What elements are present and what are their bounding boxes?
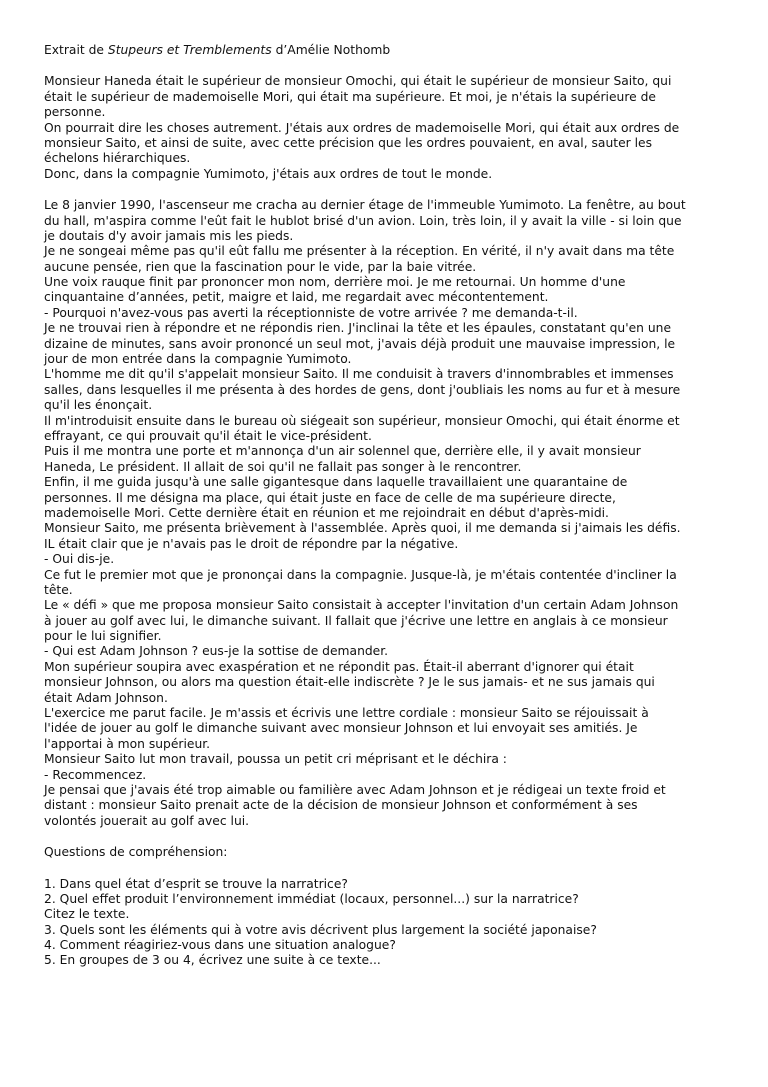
- text-line: L'homme me dit qu'il s'appelait monsieur Saito. Il me conduisit à travers d'innombrables et immenses: [44, 367, 674, 382]
- text-line: je doutais d'y avoir jamais mis les pieds.: [44, 228, 294, 243]
- text-line: Une voix rauque finit par prononcer mon nom, derrière moi. Je me retournai. Un homme d'une: [44, 275, 626, 290]
- document-page: [44, 43, 734, 969]
- body-text: [44, 74, 734, 829]
- text-line: monsieur Saito, et ainsi de suite, avec cette précision que les ordres pouvaient, en aval, sauter les: [44, 135, 652, 150]
- text-line: - Qui est Adam Johnson ? eus-je la sottise de demander.: [44, 644, 389, 659]
- question-item: Citez le texte.: [44, 907, 130, 922]
- text-line: distant : monsieur Saito prenait acte de la décision de monsieur Johnson et conformément à ses: [44, 798, 638, 813]
- text-line: volontés jouerait au golf avec lui.: [44, 813, 250, 828]
- text-line: personnes. Il me désigna ma place, qui était juste en face de celle de ma supérieure directe,: [44, 490, 616, 505]
- text-line: Monsieur Saito lut mon travail, poussa un petit cri méprisant et le déchira :: [44, 752, 507, 767]
- text-line: pour le lui signifier.: [44, 629, 162, 644]
- text-line: Monsieur Haneda était le supérieur de monsieur Omochi, qui était le supérieur de monsieur Saito, qui: [44, 74, 672, 89]
- text-line: du hall, m'aspira comme l'eût fait le hublot brisé d'un avion. Loin, très loin, il y avait la ville - si loin que: [44, 213, 682, 228]
- text-line: personne.: [44, 105, 106, 120]
- text-line: Je ne songeai même pas qu'il eût fallu me présenter à la réception. En vérité, il n'y avait dans ma tête: [44, 244, 675, 259]
- book-title: Stupeurs et Tremblements: [107, 43, 272, 57]
- text-line: Enfin, il me guida jusqu'à une salle gigantesque dans laquelle travaillaient une quarantaine de: [44, 475, 628, 490]
- heading-suffix: d’Amélie Nothomb: [271, 43, 391, 57]
- questions-list: [44, 877, 734, 969]
- paragraph: [44, 74, 734, 182]
- text-line: était le supérieur de mademoiselle Mori, qui était ma supérieure. Et moi, je n'étais la supérieure de: [44, 89, 656, 104]
- text-line: Puis il me montra une porte et m'annonça d'un air solennel que, derrière elle, il y avait monsieur: [44, 444, 641, 459]
- question-item: 2. Quel effet produit l’environnement immédiat (locaux, personnel...) sur la narratrice?: [44, 891, 579, 906]
- heading-prefix: Extrait de: [44, 43, 108, 57]
- question-item: 1. Dans quel état d’esprit se trouve la narratrice?: [44, 876, 348, 891]
- text-line: à jouer au golf avec lui, le dimanche suivant. Il fallait que j'écrive une lettre en anglais à ce monsieur: [44, 613, 668, 628]
- text-line: échelons hiérarchiques.: [44, 151, 191, 166]
- paragraph: [44, 198, 734, 829]
- paragraph-gap: [44, 58, 734, 74]
- text-line: - Recommencez.: [44, 767, 147, 782]
- text-line: - Pourquoi n'avez-vous pas averti la réceptionniste de votre arrivée ? me demanda-t-il.: [44, 305, 578, 320]
- text-line: mademoiselle Mori. Cette dernière était en réunion et me rejoindrait en début d'après-midi.: [44, 505, 609, 520]
- text-line: l'idée de jouer au golf le dimanche suivant avec monsieur Johnson et lui envoyait ses amitiés. Je: [44, 721, 638, 736]
- text-line: Mon supérieur soupira avec exaspération et ne répondit pas. Était-il aberrant d'ignorer qui était: [44, 659, 634, 674]
- text-line: - Oui dis-je.: [44, 552, 115, 567]
- text-line: Haneda, Le président. Il allait de soi qu'il ne fallait pas songer à le rencontrer.: [44, 459, 522, 474]
- text-line: dizaine de minutes, sans avoir prononcé un seul mot, j'avais déjà produit une mauvaise impression, le: [44, 336, 676, 351]
- paragraph-gap: [44, 861, 734, 877]
- text-line: monsieur Johnson, ou alors ma question était-elle indiscrète ? Je le sus jamais- et ne sus jamais qui: [44, 675, 655, 690]
- text-line: Il m'introduisit ensuite dans le bureau où siégeait son supérieur, monsieur Omochi, qui était énorme et: [44, 413, 680, 428]
- document-heading: [44, 43, 734, 58]
- text-line: cinquantaine d’années, petit, maigre et laid, me regardait avec mécontentement.: [44, 290, 549, 305]
- text-line: Monsieur Saito, me présenta brièvement à l'assemblée. Après quoi, il me demanda si j'aimais les défis.: [44, 521, 681, 536]
- text-line: Donc, dans la compagnie Yumimoto, j'étais aux ordres de tout le monde.: [44, 166, 493, 181]
- text-line: Le 8 janvier 1990, l'ascenseur me cracha au dernier étage de l'immeuble Yumimoto. La fenêtre, au bout: [44, 198, 686, 213]
- text-line: Je pensai que j'avais été trop aimable ou familière avec Adam Johnson et je rédigeai un texte froid et: [44, 782, 666, 797]
- text-line: L'exercice me parut facile. Je m'assis et écrivis une lettre cordiale : monsieur Saito se réjouissait à: [44, 706, 649, 721]
- text-line: qu'il les énonçait.: [44, 398, 153, 413]
- paragraph-gap: [44, 829, 734, 845]
- question-item: 3. Quels sont les éléments qui à votre avis décrivent plus largement la société japonaise?: [44, 922, 597, 937]
- text-line: tête.: [44, 582, 73, 597]
- text-line: Ce fut le premier mot que je prononçai dans la compagnie. Jusque-là, je m'étais contentée d'incliner la: [44, 567, 677, 582]
- paragraph-gap: [44, 182, 734, 198]
- text-line: effrayant, ce qui prouvait qu'il était le vice-président.: [44, 428, 372, 443]
- question-item: 4. Comment réagiriez-vous dans une situation analogue?: [44, 938, 396, 953]
- text-line: aucune pensée, rien que la fascination pour le vide, par la baie vitrée.: [44, 259, 477, 274]
- text-line: Le « défi » que me proposa monsieur Saito consistait à accepter l'invitation d'un certain Adam Johnson: [44, 598, 679, 613]
- text-line: Je ne trouvai rien à répondre et ne répondis rien. J'inclinai la tête et les épaules, constatant qu'en une: [44, 321, 672, 336]
- text-line: était Adam Johnson.: [44, 690, 168, 705]
- text-line: On pourrait dire les choses autrement. J'étais aux ordres de mademoiselle Mori, qui était aux ordres de: [44, 120, 680, 135]
- text-line: l'apportai à mon supérieur.: [44, 736, 211, 751]
- text-line: salles, dans lesquelles il me présenta à des hordes de gens, dont j'oubliais les noms au fur et à mesure: [44, 382, 681, 397]
- questions-heading: Questions de compréhension:: [44, 845, 228, 860]
- question-item: 5. En groupes de 3 ou 4, écrivez une suite à ce texte...: [44, 953, 381, 968]
- text-line: IL était clair que je n'avais pas le droit de répondre par la négative.: [44, 536, 459, 551]
- text-line: jour de mon entrée dans la compagnie Yumimoto.: [44, 352, 352, 367]
